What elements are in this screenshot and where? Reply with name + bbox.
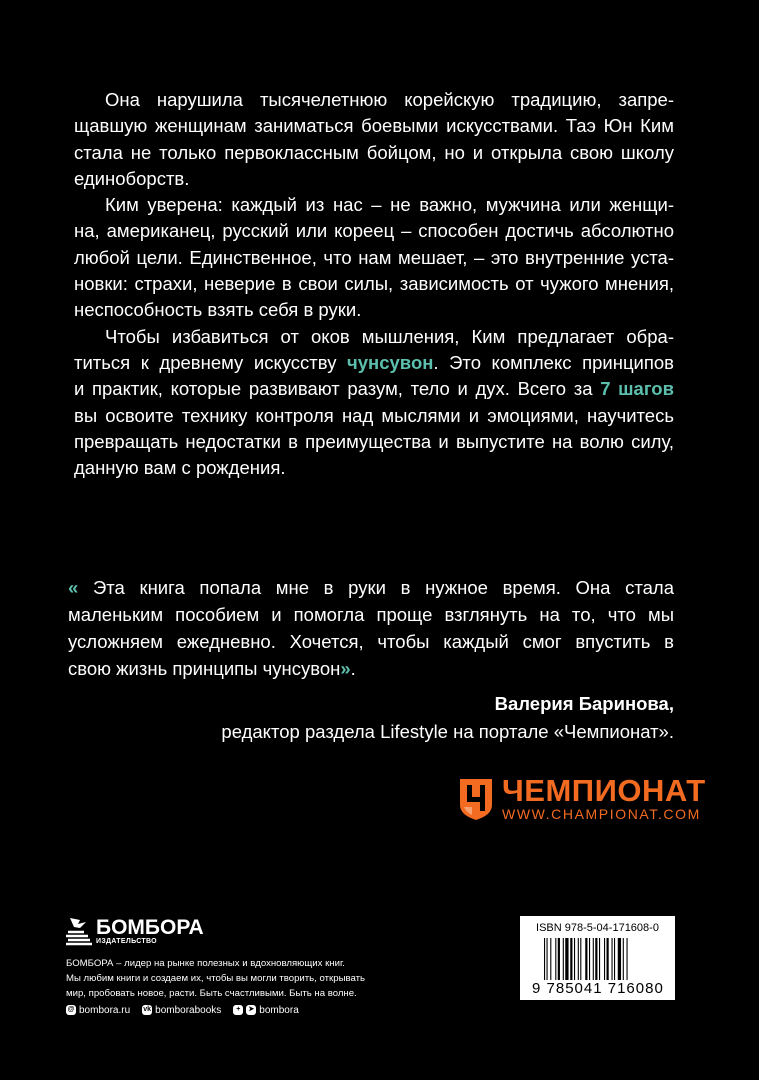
barcode-bar — [623, 938, 624, 980]
championat-url: WWW.CHAMPIONAT.COM — [502, 806, 701, 822]
barcode-bar — [585, 938, 587, 980]
highlight-7-steps: 7 шагов — [600, 378, 674, 400]
barcode-bar — [580, 938, 581, 980]
barcode-bar — [593, 938, 594, 980]
text-segment: . Это комплекс принципов — [433, 351, 675, 373]
barcode-bars — [544, 938, 660, 980]
isbn-text: ISBN 978-5-04-171608-0 — [536, 922, 659, 934]
text-line: Она нарушила тысячелетнюю корейскую традицию, запре- — [105, 89, 674, 110]
barcode-bar — [612, 938, 613, 980]
publisher-description — [66, 956, 365, 1001]
quote-line — [68, 574, 674, 601]
social-label: bombora — [259, 1005, 299, 1016]
barcode-bar — [578, 938, 579, 980]
social-label: bomborabooks — [155, 1005, 222, 1016]
text-line: превращать недостатки в преимущества и выпустите на волю силу, — [74, 430, 674, 452]
barcode-bar — [618, 938, 621, 980]
bombora-logo — [66, 916, 365, 946]
publisher-block — [66, 916, 365, 1016]
plus-icon: + — [233, 1005, 243, 1015]
author-title: редактор раздела Lifestyle на портале «Чемпионат». — [221, 721, 674, 742]
desc-line: БОМБОРА – лидер на рынке полезных и вдохновляющих книг. — [66, 958, 345, 969]
text-line: новки: страхи, неверие в свои силы, зависимость от чужого мнения, — [74, 273, 674, 295]
barcode-bar — [544, 938, 545, 980]
social-website — [66, 1005, 130, 1016]
quote-end: . — [350, 658, 356, 679]
barcode-bar — [604, 938, 605, 980]
text-segment: титься к древнему искусству — [74, 351, 348, 373]
barcode-bar — [599, 938, 600, 980]
text-line: данную вам с рождения. — [74, 457, 286, 479]
barcode-bar — [614, 938, 615, 980]
championat-name: ЧЕМПИОНАТ — [502, 773, 706, 808]
social-label: bombora.ru — [79, 1005, 131, 1016]
barcode-bar — [595, 938, 597, 980]
close-quote-mark: » — [340, 658, 351, 679]
barcode-bar — [570, 938, 572, 980]
quote-line: маленьким пособием и помогла проще взглянуть на то, что мы — [68, 604, 674, 625]
desc-line: мир, пробовать новое, расти. Быть счастливыми. Быть на волне. — [66, 988, 357, 999]
barcode-bar — [627, 938, 628, 980]
text-line: единоборств. — [74, 167, 190, 189]
text-line: щавшую женщинам заниматься боевыми искусствами. Таэ Юн Ким — [74, 115, 674, 137]
bombora-figure-icon — [66, 916, 92, 946]
barcode-bar — [555, 938, 556, 980]
text-line: вы освоите технику контроля над мыслями и эмоциями, научитесь — [74, 404, 674, 426]
barcode-bar — [589, 938, 590, 980]
text-line: неспособность взять себя в руки. — [74, 299, 362, 321]
vk-icon: vk — [143, 1006, 152, 1014]
barcode-bar — [563, 938, 564, 980]
quote-author — [221, 690, 674, 746]
barcode-bar — [550, 938, 551, 980]
highlight-chunsuvon: чунсувон — [347, 351, 434, 373]
quote-text: Эта книга попала мне в руки в нужное время. Она стала — [92, 577, 674, 598]
social-links — [66, 1005, 365, 1016]
text-line — [74, 350, 674, 376]
text-segment: и практик, которые развивают разум, тело и дух. Всего за — [74, 378, 601, 400]
quote-line: усложняем ежедневно. Хочется, чтобы каждый смог впустить в — [68, 631, 674, 652]
championat-shield-icon — [458, 777, 494, 821]
text-line — [74, 376, 674, 402]
barcode-bar — [574, 938, 575, 980]
publisher-subtitle: ИЗДАТЕЛЬСТВО — [96, 937, 157, 945]
text-line: стала не только первоклассным бойцом, но и открыла свою школу — [74, 141, 674, 163]
description-text — [74, 87, 674, 481]
barcode-digits: 9 785041 716080 > — [532, 980, 664, 1014]
review-quote — [68, 574, 674, 682]
text-line: Чтобы избавиться от оков мышления, Ким предлагает обра- — [105, 325, 674, 347]
author-name: Валерия Баринова, — [494, 693, 674, 714]
text-line: Ким уверена: каждый из нас – не важно, мужчина или женщи- — [105, 194, 674, 216]
barcode-bar — [547, 938, 548, 980]
text-line: на, американец, русский или кореец – способен достичь абсолютно — [74, 220, 674, 242]
text-line: любой цели. Единственное, что нам мешает, – это внутренние уста- — [74, 246, 674, 268]
isbn-barcode — [520, 916, 675, 1014]
social-vk — [142, 1005, 221, 1016]
barcode-bar — [607, 938, 609, 980]
publisher-name: БОМБОРА — [96, 915, 204, 939]
desc-line: Мы любим книги и создаем их, чтобы вы могли творить, открывать — [66, 973, 365, 984]
barcode-bar — [565, 938, 568, 980]
quote-text: свою жизнь принципы чунсувон — [68, 658, 341, 679]
globe-icon: @ — [67, 1006, 75, 1014]
barcode-bar — [558, 938, 560, 980]
telegram-icon: ➤ — [246, 1005, 256, 1015]
championat-logo — [458, 773, 706, 822]
quote-line — [68, 655, 674, 682]
open-quote-mark: « — [68, 577, 79, 598]
social-telegram — [233, 1005, 298, 1016]
